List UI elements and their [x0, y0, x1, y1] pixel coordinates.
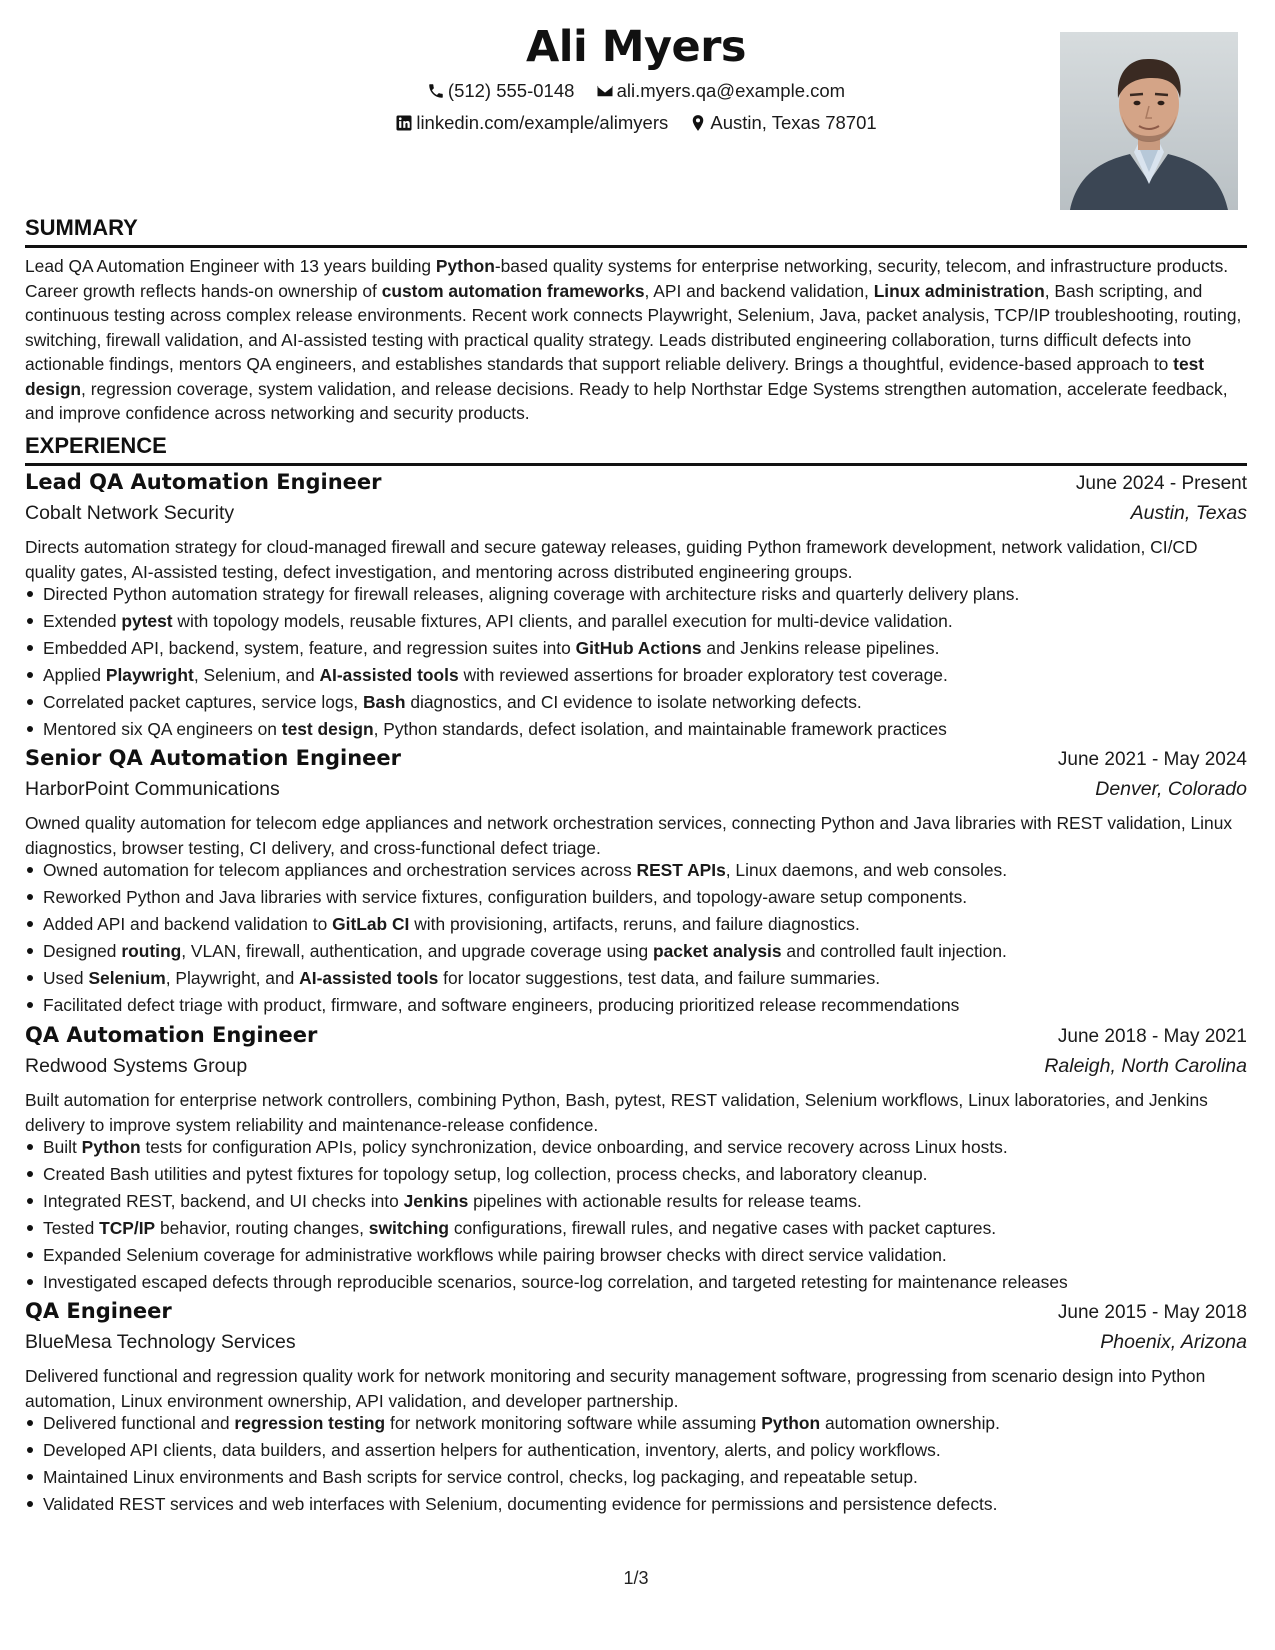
bullet-item: [43, 582, 1265, 609]
bold-text: custom automation frameworks: [381, 280, 645, 301]
bullet-item: [43, 1411, 1265, 1438]
bold-text: routing: [121, 941, 182, 961]
text-run: Added API and backend validation to: [43, 914, 333, 934]
job-location: Phoenix, Arizona: [1100, 1331, 1247, 1353]
text-run: Extended: [43, 611, 122, 631]
job-title: Lead QA Automation Engineer: [25, 470, 382, 494]
bold-text: AI-assisted tools: [299, 968, 439, 988]
job-location: Austin, Texas: [1130, 502, 1247, 524]
text-run: , API and backend validation,: [644, 280, 874, 301]
bold-text: GitLab CI: [332, 914, 410, 934]
text-run: automation ownership.: [820, 1413, 1000, 1433]
job-description: Built automation for enterprise network controllers, combining Python, Bash, pytest, REST validation, Selenium workflows, Linux laboratories, and Jenkins delivery to improve system reliability and maintenance-release confidence.: [25, 1090, 1208, 1135]
job-title: Senior QA Automation Engineer: [25, 746, 401, 770]
bullet-item: [43, 609, 1265, 636]
location-text: Austin, Texas 78701: [710, 112, 877, 133]
text-run: , Linux daemons, and web consoles.: [725, 860, 1008, 880]
text-run: , VLAN, firewall, authentication, and upgrade coverage using: [181, 941, 653, 961]
text-run: diagnostics, and CI evidence to isolate networking defects.: [405, 692, 862, 712]
bold-text: REST APIs: [636, 860, 726, 880]
bold-text: Python: [435, 256, 495, 276]
bullet-item: [43, 1270, 1265, 1297]
job-bullets: [25, 858, 1265, 1020]
bold-text: Selenium: [88, 968, 166, 988]
text-run: Owned automation for telecom appliances and orchestration services across: [43, 860, 637, 880]
experience-heading: EXPERIENCE: [25, 433, 1247, 466]
bullet-item: [43, 636, 1265, 663]
map-pin-icon: [689, 114, 707, 132]
bullet-item: [43, 690, 1265, 717]
text-run: Facilitated defect triage with product, firmware, and software engineers, producing prioritized release recommendations: [43, 995, 960, 1015]
envelope-icon: [596, 82, 614, 100]
bullet-item: [43, 1189, 1265, 1216]
company-name: Cobalt Network Security: [25, 502, 235, 524]
summary-text: [25, 254, 1247, 426]
company-name: HarborPoint Communications: [25, 778, 280, 800]
text-run: Integrated REST, backend, and UI checks into: [43, 1191, 404, 1211]
text-run: Expanded Selenium coverage for administrative workflows while pairing browser checks with direct service validation.: [43, 1245, 947, 1265]
resume-page: [25, 0, 1247, 1650]
company-name: Redwood Systems Group: [25, 1055, 248, 1077]
phone-contact: [427, 80, 575, 102]
text-run: , Selenium, and: [193, 665, 320, 685]
bullet-item: [43, 663, 1265, 690]
text-run: Developed API clients, data builders, and assertion helpers for authentication, inventory, alerts, and policy workflows.: [43, 1440, 941, 1460]
bold-text: AI-assisted tools: [319, 665, 459, 685]
job-description: Owned quality automation for telecom edge appliances and network orchestration services, connecting Python and Java libraries with REST validation, Linux diagnostics, browser testing, CI delivery, and cross-functional defect triage.: [25, 813, 1233, 858]
text-run: configurations, firewall rules, and negative cases with packet captures.: [449, 1218, 997, 1238]
bold-text: test design: [25, 354, 1205, 399]
text-run: , Bash scripting, and continuous testing across complex release environments. Recent work connects Playwright, Selenium, Java, packet analysis, TCP/IP troubleshooting, routing, switching, firewall validation, and AI-assisted testing with practical quality strategy. Leads distributed engineering collaboration, turns difficult defects into actionable findings, mentors QA engineers, and establishes standards that support reliable delivery. Brings a thoughtful, evidence-based approach to: [25, 280, 1242, 374]
text-run: Designed: [43, 941, 122, 961]
job-dates: June 2018 - May 2021: [1057, 1026, 1247, 1047]
bold-text: test design: [281, 719, 374, 739]
job-dates: June 2015 - May 2018: [1057, 1302, 1247, 1323]
bullet-item: [43, 1216, 1265, 1243]
job-bullets: [25, 1411, 1265, 1519]
text-run: -based quality systems for enterprise networking, security, telecom, and infrastructure products. Career growth reflects hands-on ownership of: [25, 256, 1229, 301]
bullet-item: [43, 1135, 1265, 1162]
bold-text: Playwright: [105, 665, 194, 685]
job-description: Delivered functional and regression quality work for network monitoring and security management software, progressing from scenario design into Python automation, Linux environment ownership, API validation, and developer partnership.: [25, 1366, 1206, 1411]
text-run: Created Bash utilities and pytest fixtures for topology setup, log collection, process checks, and laboratory cleanup.: [43, 1164, 928, 1184]
text-run: Correlated packet captures, service logs,: [43, 692, 363, 712]
text-run: , Python standards, defect isolation, and maintainable framework practices: [373, 719, 947, 739]
linkedin-contact[interactable]: [395, 112, 668, 134]
profile-photo: [1060, 32, 1238, 210]
page-number: 1/3: [623, 1568, 649, 1588]
job-bullets: [25, 1135, 1265, 1297]
phone-icon: [427, 82, 445, 100]
text-run: , regression coverage, system validation, and release decisions. Ready to help Northstar Edge Systems strengthen automation, accelerate feedback, and improve confidence across networking and security products.: [25, 378, 1228, 423]
bold-text: switching: [368, 1218, 449, 1238]
bold-text: packet analysis: [652, 941, 782, 961]
text-run: Mentored six QA engineers on: [43, 719, 282, 739]
email-text[interactable]: ali.myers.qa@example.com: [616, 80, 846, 101]
text-run: Lead QA Automation Engineer with 13 years building: [25, 256, 436, 276]
bullet-item: [43, 966, 1265, 993]
job-dates: June 2021 - May 2024: [1057, 749, 1247, 770]
company-name: BlueMesa Technology Services: [25, 1331, 296, 1353]
bullet-item: [43, 1492, 1265, 1519]
text-run: for network monitoring software while assuming: [385, 1413, 762, 1433]
text-run: with reviewed assertions for broader exploratory test coverage.: [458, 665, 948, 685]
linkedin-text[interactable]: linkedin.com/example/alimyers: [416, 112, 669, 133]
bullet-item: [43, 939, 1265, 966]
job-title: QA Engineer: [25, 1299, 172, 1323]
bold-text: Python: [761, 1413, 821, 1433]
bold-text: TCP/IP: [99, 1218, 156, 1238]
text-run: with provisioning, artifacts, reruns, and failure diagnostics.: [409, 914, 860, 934]
phone-text: (512) 555-0148: [447, 80, 575, 101]
text-run: Investigated escaped defects through reproducible scenarios, source-log correlation, and targeted retesting for maintenance releases: [43, 1272, 1068, 1292]
text-run: Embedded API, backend, system, feature, and regression suites into: [43, 638, 576, 658]
job-location: Raleigh, North Carolina: [1044, 1055, 1247, 1077]
summary-heading: SUMMARY: [25, 215, 1247, 248]
text-run: tests for configuration APIs, policy synchronization, device onboarding, and service recovery across Linux hosts.: [140, 1137, 1008, 1157]
email-contact[interactable]: [596, 80, 846, 102]
portrait-illustration: [1060, 32, 1238, 210]
bold-text: Linux administration: [873, 280, 1045, 301]
candidate-name: Ali Myers: [525, 22, 746, 72]
text-run: with topology models, reusable fixtures, API clients, and parallel execution for multi-device validation.: [172, 611, 953, 631]
bullet-item: [43, 1162, 1265, 1189]
job-title: QA Automation Engineer: [25, 1023, 318, 1047]
text-run: Reworked Python and Java libraries with service fixtures, configuration builders, and topology-aware setup components.: [43, 887, 968, 907]
text-run: Directed Python automation strategy for firewall releases, aligning coverage with architecture risks and quarterly delivery plans.: [43, 584, 1020, 604]
bold-text: GitHub Actions: [575, 638, 702, 658]
bold-text: Python: [81, 1137, 141, 1157]
bullet-item: [43, 717, 1265, 744]
bullet-item: [43, 858, 1265, 885]
text-run: Maintained Linux environments and Bash scripts for service control, checks, log packaging, and repeatable setup.: [43, 1467, 918, 1487]
text-run: Built: [43, 1137, 82, 1157]
text-run: , Playwright, and: [165, 968, 300, 988]
job-bullets: [25, 582, 1265, 744]
text-run: and Jenkins release pipelines.: [701, 638, 940, 658]
text-run: Applied: [43, 665, 106, 685]
bold-text: Jenkins: [403, 1191, 469, 1211]
text-run: behavior, routing changes,: [155, 1218, 369, 1238]
bold-text: Bash: [362, 692, 406, 712]
text-run: Delivered functional and: [43, 1413, 235, 1433]
text-run: pipelines with actionable results for release teams.: [468, 1191, 862, 1211]
text-run: Tested: [43, 1218, 100, 1238]
bold-text: pytest: [121, 611, 173, 631]
bold-text: regression testing: [234, 1413, 386, 1433]
text-run: Used: [43, 968, 89, 988]
job-description: Directs automation strategy for cloud-managed firewall and secure gateway releases, guiding Python framework development, network validation, CI/CD quality gates, AI-assisted testing, defect investigation, and mentoring across distributed engineering groups.: [25, 537, 1198, 582]
job-location: Denver, Colorado: [1095, 778, 1247, 800]
bullet-item: [43, 885, 1265, 912]
job-dates: June 2024 - Present: [1075, 473, 1247, 494]
text-run: for locator suggestions, test data, and failure summaries.: [438, 968, 881, 988]
linkedin-icon: [395, 114, 413, 132]
bullet-item: [43, 1438, 1265, 1465]
location-contact: [689, 112, 876, 134]
bullet-item: [43, 1243, 1265, 1270]
text-run: Validated REST services and web interfaces with Selenium, documenting evidence for permissions and persistence defects.: [43, 1494, 998, 1514]
bullet-item: [43, 1465, 1265, 1492]
bullet-item: [43, 912, 1265, 939]
bullet-item: [43, 993, 1265, 1020]
text-run: and controlled fault injection.: [781, 941, 1007, 961]
